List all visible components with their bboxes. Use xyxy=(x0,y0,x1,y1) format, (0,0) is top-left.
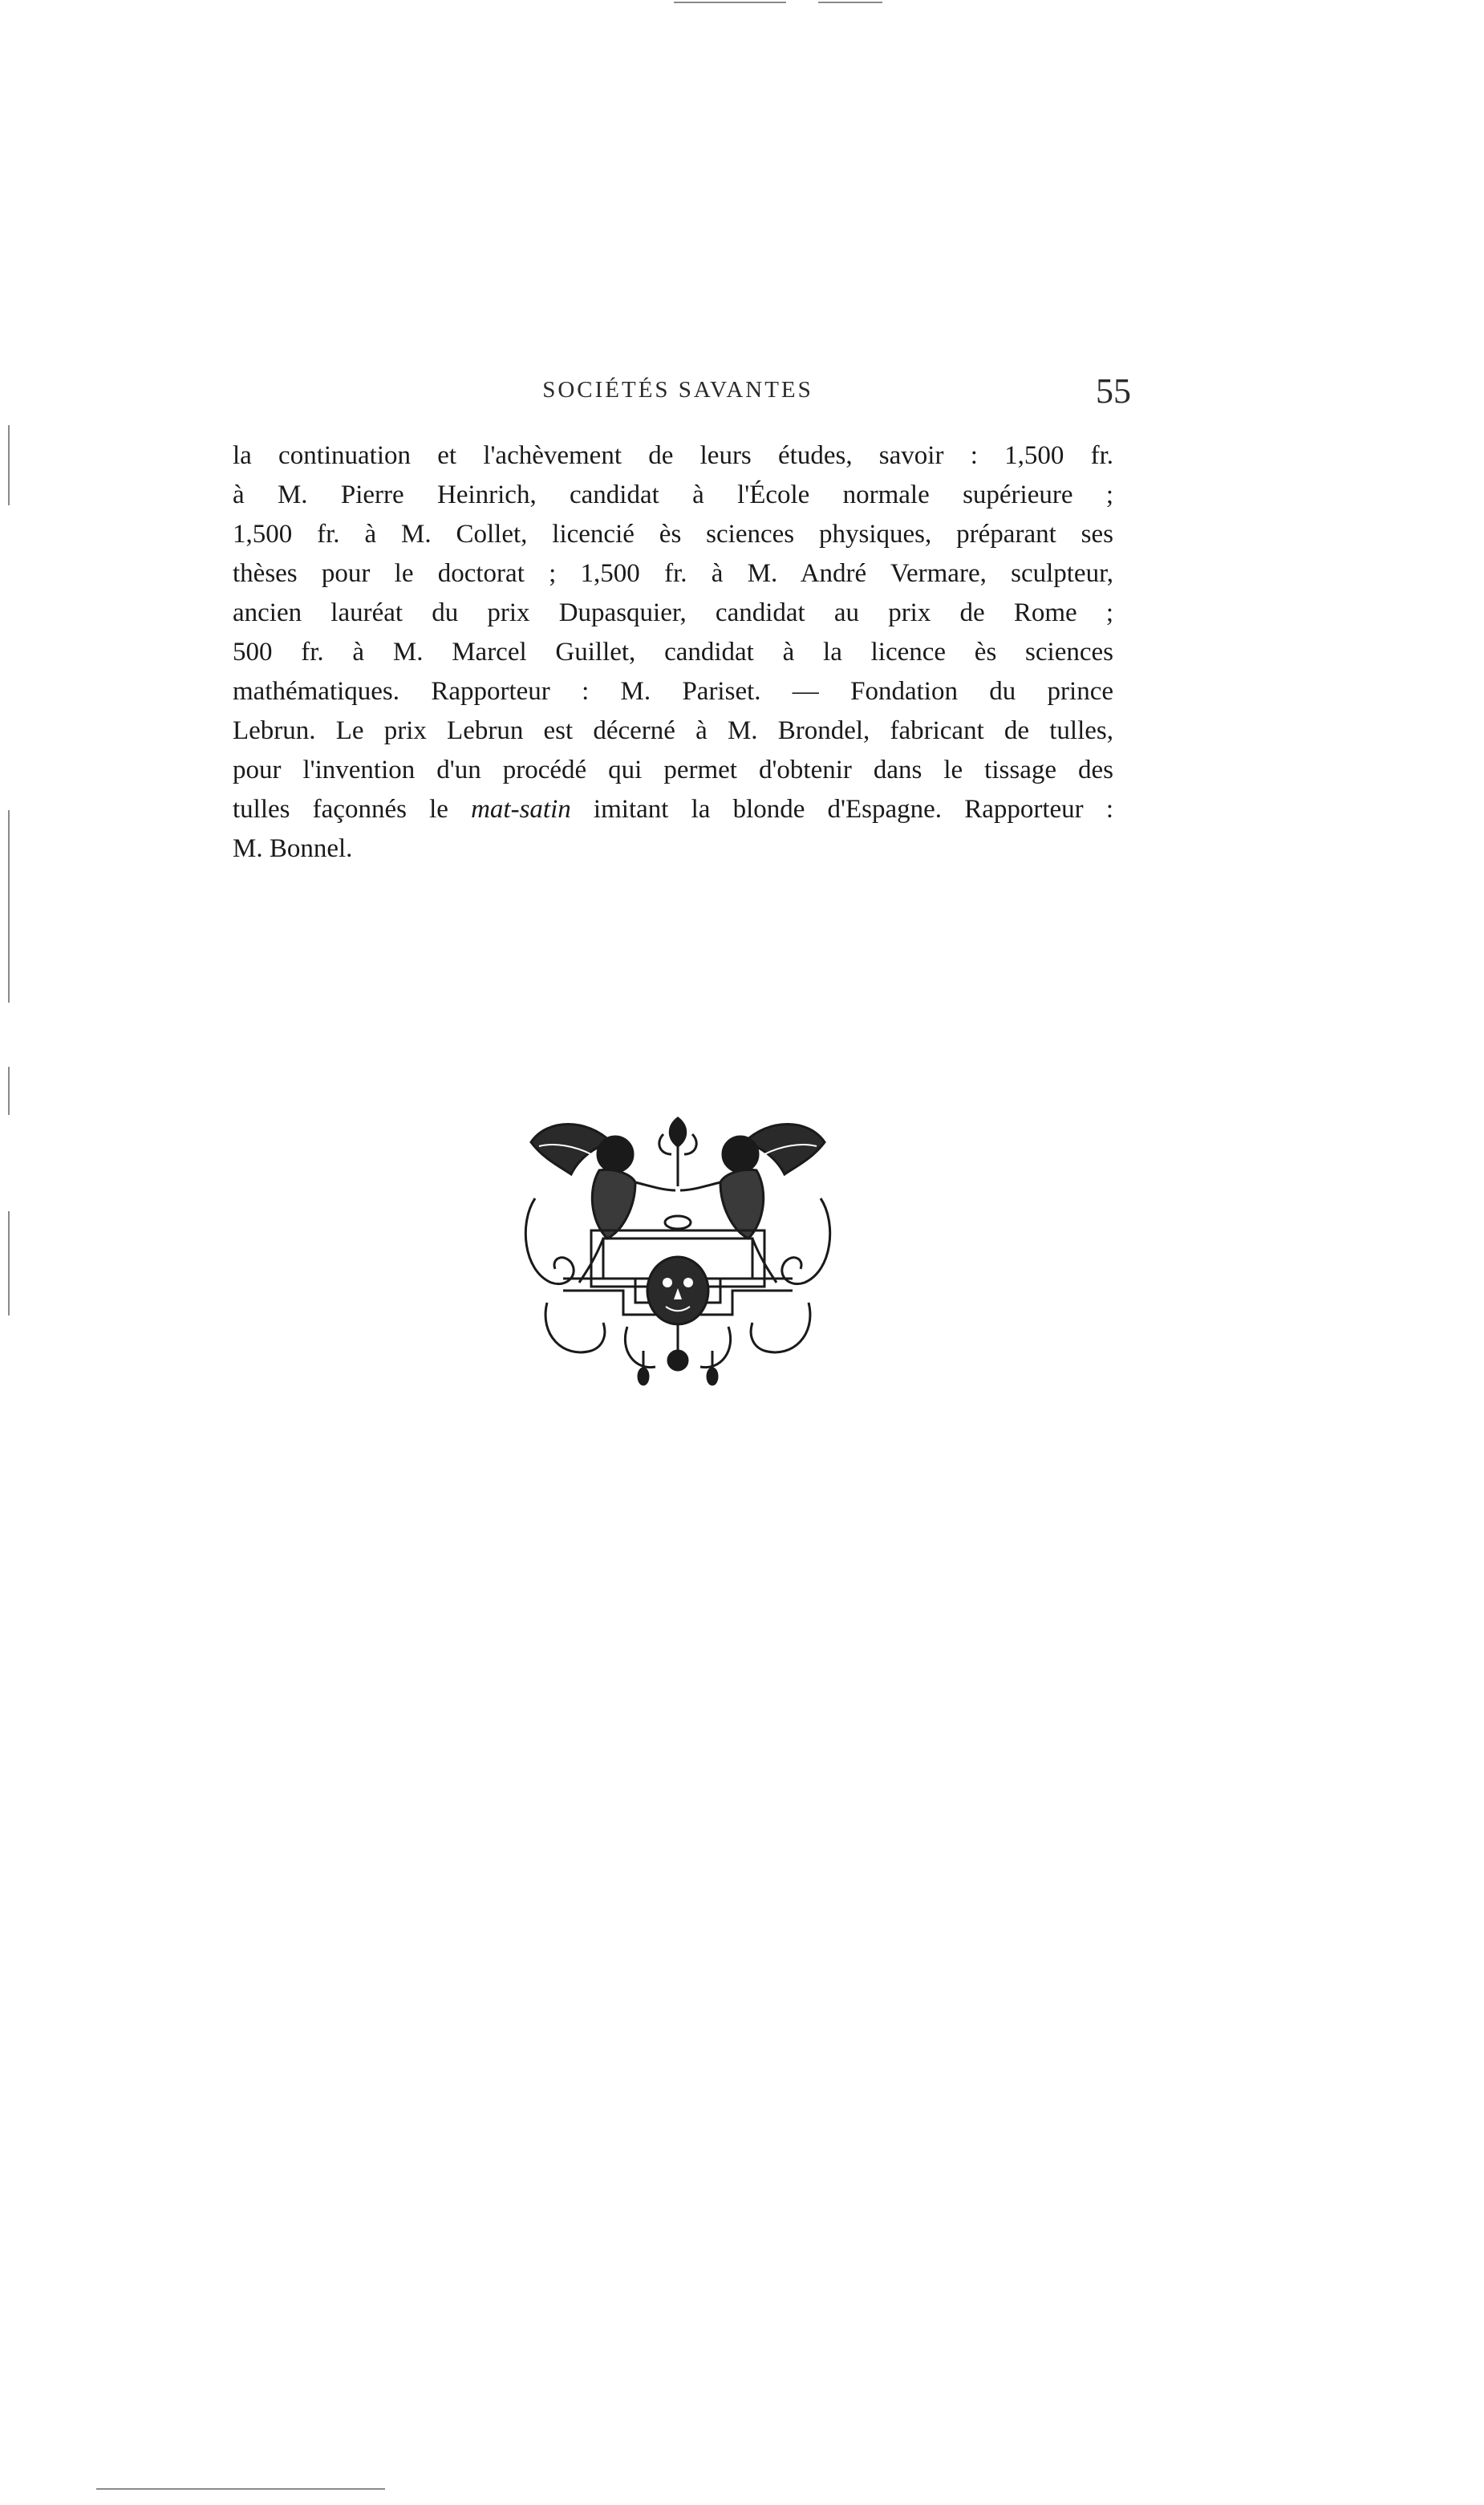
text-line: ancien lauréat du prix Dupasquier, candidat au prix de Rome ; xyxy=(233,598,1113,627)
scan-edge-mark xyxy=(818,2,882,3)
scan-edge-mark xyxy=(8,1211,10,1315)
scan-edge-mark xyxy=(8,810,10,1003)
scan-edge-mark xyxy=(8,425,10,505)
text-line: mathématiques. Rapporteur : M. Pariset. — Fondation du prince xyxy=(233,677,1113,706)
text-line: 500 fr. à M. Marcel Guillet, candidat à la licence ès sciences xyxy=(233,638,1113,667)
cherubs-mascaron-vignette-icon xyxy=(515,1110,841,1387)
body-paragraph xyxy=(233,436,1113,869)
text-line: M. Bonnel. xyxy=(233,834,353,863)
text-line xyxy=(233,790,1113,829)
running-title: SOCIÉTÉS SAVANTES xyxy=(542,377,813,403)
text-line: 1,500 fr. à M. Collet, licencié ès sciences physiques, préparant ses xyxy=(233,520,1113,549)
text-line: Lebrun. Le prix Lebrun est décerné à M. Brondel, fabricant de tulles, xyxy=(233,716,1113,745)
text-segment: tulles façonnés le xyxy=(233,795,472,824)
scan-edge-mark xyxy=(674,2,786,3)
text-line: la continuation et l'achèvement de leurs études, savoir : 1,500 fr. xyxy=(233,441,1113,470)
scan-edge-mark xyxy=(8,1067,10,1115)
text-line: à M. Pierre Heinrich, candidat à l'École normale supérieure ; xyxy=(233,480,1113,509)
scan-edge-mark xyxy=(96,2488,385,2490)
running-head xyxy=(225,371,1131,419)
page-number: 55 xyxy=(1096,371,1131,411)
text-line: pour l'invention d'un procédé qui permet d'obtenir dans le tissage des xyxy=(233,756,1113,784)
text-segment: imitant la blonde d'Espagne. Rapporteur : xyxy=(570,795,1113,824)
italic-term: mat-satin xyxy=(471,795,571,824)
text-line: thèses pour le doctorat ; 1,500 fr. à M. André Vermare, sculpteur, xyxy=(233,559,1113,588)
